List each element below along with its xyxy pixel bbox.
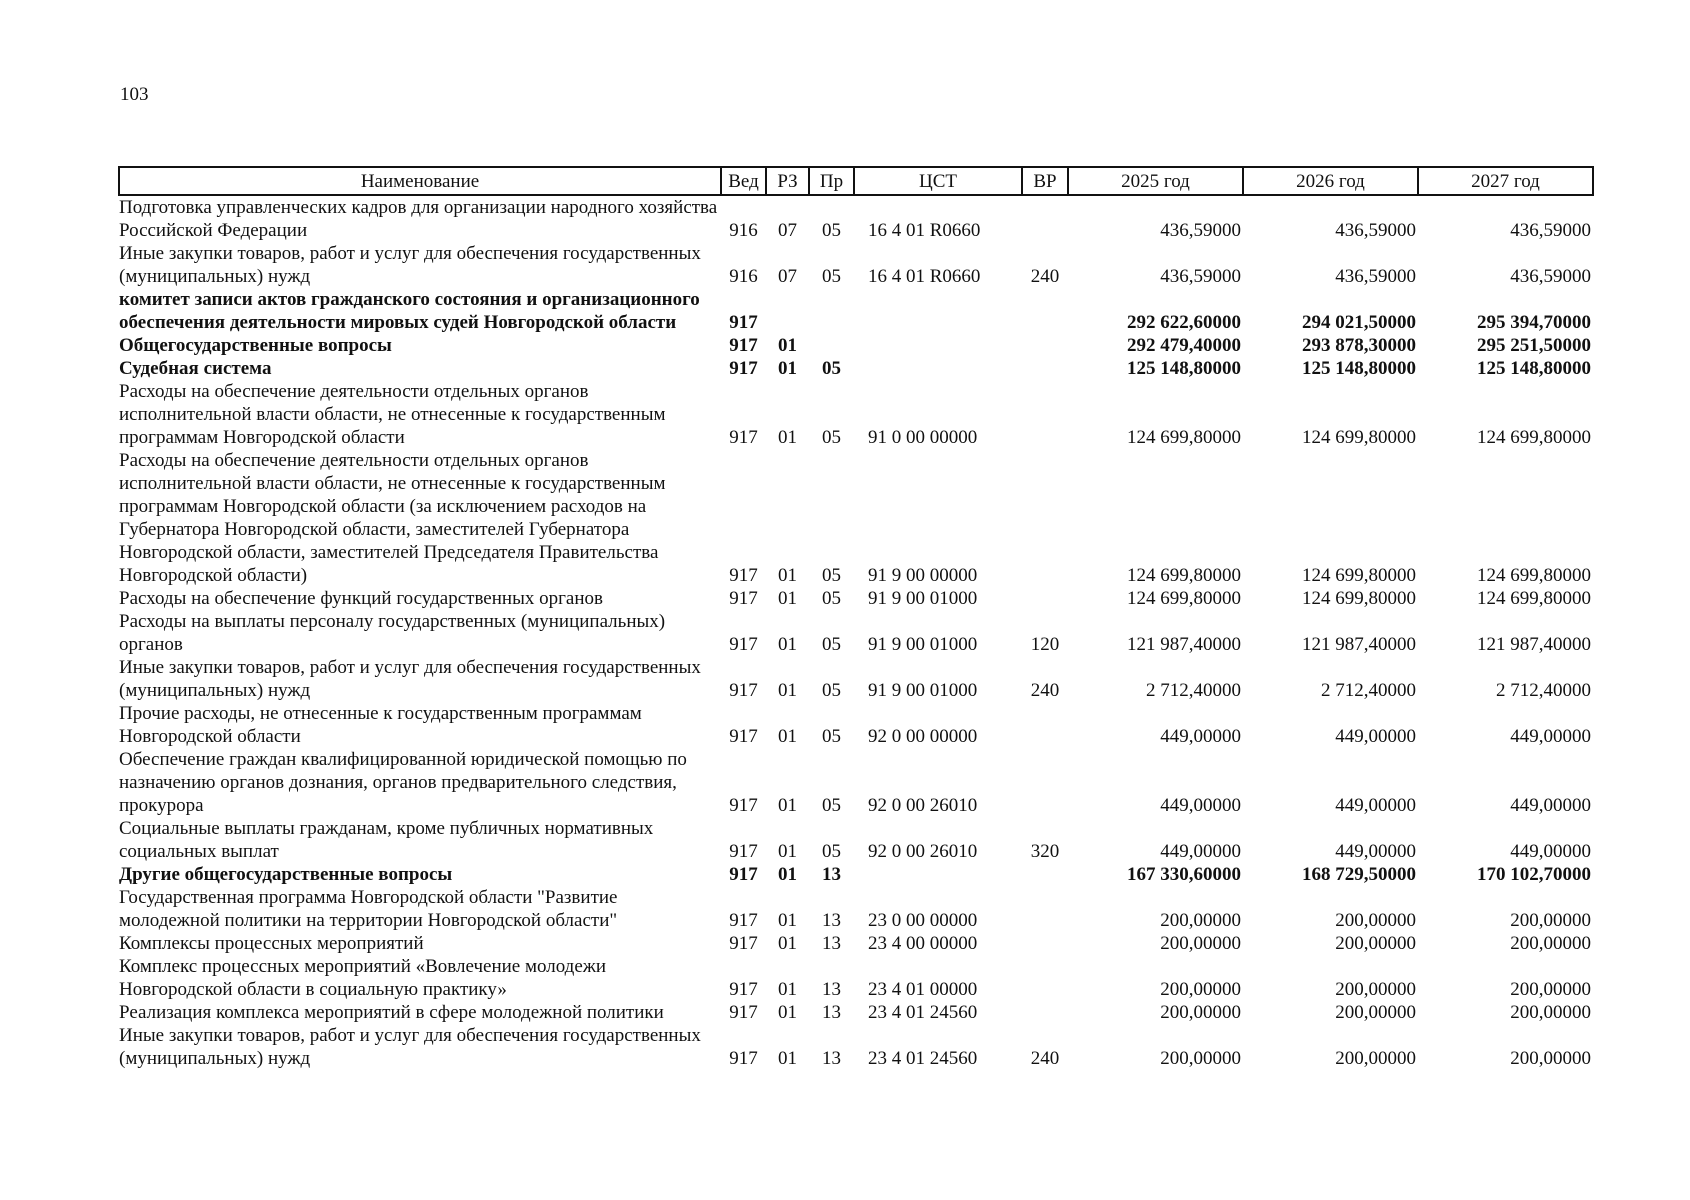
row-pr xyxy=(809,288,854,334)
row-pr: 05 xyxy=(822,358,841,379)
row-vr xyxy=(1022,932,1068,955)
row-ved: 917 xyxy=(729,1002,758,1023)
row-vr xyxy=(1022,195,1068,242)
row-cst xyxy=(854,863,1022,886)
row-ved: 917 xyxy=(729,726,758,747)
row-vr xyxy=(1022,334,1068,357)
row-2027: 449,00000 xyxy=(1510,841,1591,862)
row-2027: 449,00000 xyxy=(1510,726,1591,747)
header-2025: 2025 год xyxy=(1068,167,1243,195)
row-ved: 916 xyxy=(729,266,758,287)
row-ved: 917 xyxy=(729,680,758,701)
table-row xyxy=(119,334,1593,357)
row-cst: 91 9 00 01000 xyxy=(868,634,978,655)
row-ved: 917 xyxy=(729,427,758,448)
row-vr xyxy=(1022,702,1068,748)
row-name: Расходы на обеспечение деятельности отдельных органов исполнительной власти области, не отнесенные к государственным программам Новгородской области xyxy=(119,381,666,448)
row-2026: 449,00000 xyxy=(1335,795,1416,816)
row-2026: 293 878,30000 xyxy=(1302,335,1416,356)
row-rz: 01 xyxy=(778,979,797,1000)
row-2027: 121 987,40000 xyxy=(1477,634,1591,655)
row-rz: 01 xyxy=(778,1002,797,1023)
row-2026: 200,00000 xyxy=(1335,933,1416,954)
row-pr: 05 xyxy=(822,841,841,862)
table-row xyxy=(119,863,1593,886)
row-2025: 436,59000 xyxy=(1160,266,1241,287)
table-row xyxy=(119,932,1593,955)
table-row xyxy=(119,449,1593,587)
row-ved: 917 xyxy=(729,864,758,885)
table-row xyxy=(119,195,1593,242)
row-rz: 01 xyxy=(778,910,797,931)
row-2026: 294 021,50000 xyxy=(1302,312,1416,333)
row-2025: 449,00000 xyxy=(1160,841,1241,862)
row-name: Иные закупки товаров, работ и услуг для обеспечения государственных (муниципальных) нужд xyxy=(119,657,701,701)
row-2027: 295 394,70000 xyxy=(1477,312,1591,333)
row-name: Подготовка управленческих кадров для организации народного хозяйства Российской Федерации xyxy=(119,197,718,241)
row-name: Расходы на обеспечение деятельности отдельных органов исполнительной власти области, не отнесенные к государственным программам Новгородской области (за исключением расходов на Губернатора Новгородской области, заместителей Губернатора Новгородской области, заместителей Председателя Правительства Новгородской области) xyxy=(119,450,666,586)
row-pr xyxy=(809,334,854,357)
row-2025: 200,00000 xyxy=(1160,933,1241,954)
row-name: Расходы на обеспечение функций государственных органов xyxy=(119,588,603,609)
row-vr xyxy=(1022,1001,1068,1024)
row-pr: 05 xyxy=(822,588,841,609)
row-2025: 125 148,80000 xyxy=(1127,358,1241,379)
table-row xyxy=(119,748,1593,817)
row-rz: 01 xyxy=(778,358,797,379)
row-2027: 436,59000 xyxy=(1510,266,1591,287)
row-2026: 125 148,80000 xyxy=(1302,358,1416,379)
row-rz: 07 xyxy=(778,266,797,287)
row-2026: 124 699,80000 xyxy=(1302,427,1416,448)
table-row xyxy=(119,242,1593,288)
row-2026: 124 699,80000 xyxy=(1302,588,1416,609)
row-2025: 200,00000 xyxy=(1160,1002,1241,1023)
row-cst: 23 4 01 00000 xyxy=(868,979,978,1000)
row-cst xyxy=(854,357,1022,380)
row-cst: 91 0 00 00000 xyxy=(868,427,978,448)
row-vr xyxy=(1022,587,1068,610)
header-name: Наименование xyxy=(119,167,721,195)
row-name: Расходы на выплаты персоналу государственных (муниципальных) органов xyxy=(119,611,666,655)
row-vr xyxy=(1022,955,1068,1001)
table-row xyxy=(119,610,1593,656)
row-vr xyxy=(1022,748,1068,817)
row-2027: 295 251,50000 xyxy=(1477,335,1591,356)
row-2026: 449,00000 xyxy=(1335,841,1416,862)
row-vr: 240 xyxy=(1030,1048,1060,1069)
row-name: Комплекс процессных мероприятий «Вовлечение молодежи Новгородской области в социальную практику» xyxy=(119,956,607,1000)
row-2027: 449,00000 xyxy=(1510,795,1591,816)
row-rz: 07 xyxy=(778,220,797,241)
row-cst xyxy=(854,334,1022,357)
row-pr: 05 xyxy=(822,266,841,287)
row-pr: 05 xyxy=(822,427,841,448)
row-cst: 92 0 00 26010 xyxy=(868,841,978,862)
table-row xyxy=(119,380,1593,449)
row-2026: 168 729,50000 xyxy=(1302,864,1416,885)
row-name: Комплексы процессных мероприятий xyxy=(119,933,424,954)
row-2026: 200,00000 xyxy=(1335,979,1416,1000)
row-2027: 200,00000 xyxy=(1510,1048,1591,1069)
row-2025: 124 699,80000 xyxy=(1127,588,1241,609)
row-vr: 320 xyxy=(1030,841,1060,862)
row-2026: 436,59000 xyxy=(1335,220,1416,241)
table-row xyxy=(119,886,1593,932)
row-vr xyxy=(1022,288,1068,334)
row-2025: 200,00000 xyxy=(1160,1048,1241,1069)
row-name: Реализация комплекса мероприятий в сфере молодежной политики xyxy=(119,1002,664,1023)
header-pr: Пр xyxy=(809,167,854,195)
row-2025: 124 699,80000 xyxy=(1127,565,1241,586)
row-pr: 13 xyxy=(822,910,841,931)
row-vr xyxy=(1022,886,1068,932)
table-header-row xyxy=(119,167,1593,195)
row-rz: 01 xyxy=(778,565,797,586)
row-cst: 91 9 00 01000 xyxy=(868,680,978,701)
row-2027: 125 148,80000 xyxy=(1477,358,1591,379)
row-cst: 23 4 01 24560 xyxy=(868,1048,978,1069)
row-2026: 121 987,40000 xyxy=(1302,634,1416,655)
row-rz: 01 xyxy=(778,841,797,862)
row-ved: 917 xyxy=(729,795,758,816)
row-pr: 13 xyxy=(822,1048,841,1069)
row-pr: 13 xyxy=(822,933,841,954)
row-rz: 01 xyxy=(778,726,797,747)
header-vr: ВР xyxy=(1022,167,1068,195)
row-2027: 2 712,40000 xyxy=(1496,680,1591,701)
row-2025: 124 699,80000 xyxy=(1127,427,1241,448)
row-pr: 05 xyxy=(822,220,841,241)
row-2025: 449,00000 xyxy=(1160,726,1241,747)
table-body xyxy=(119,195,1593,1070)
row-2026: 200,00000 xyxy=(1335,910,1416,931)
row-name: Прочие расходы, не отнесенные к государственным программам Новгородской области xyxy=(119,703,642,747)
row-cst: 16 4 01 R0660 xyxy=(868,220,981,241)
row-2025: 167 330,60000 xyxy=(1127,864,1241,885)
row-rz: 01 xyxy=(778,864,797,885)
row-name: Иные закупки товаров, работ и услуг для обеспечения государственных (муниципальных) нужд xyxy=(119,1025,701,1069)
row-2027: 170 102,70000 xyxy=(1477,864,1591,885)
row-2025: 449,00000 xyxy=(1160,795,1241,816)
row-ved: 917 xyxy=(729,979,758,1000)
row-ved: 917 xyxy=(729,358,758,379)
row-cst: 92 0 00 00000 xyxy=(868,726,978,747)
row-rz: 01 xyxy=(778,634,797,655)
page-number: 103 xyxy=(120,84,149,105)
row-rz: 01 xyxy=(778,335,797,356)
table-row xyxy=(119,656,1593,702)
row-2027: 436,59000 xyxy=(1510,220,1591,241)
row-2025: 121 987,40000 xyxy=(1127,634,1241,655)
row-cst: 91 9 00 00000 xyxy=(868,565,978,586)
row-pr: 13 xyxy=(822,979,841,1000)
row-cst: 23 4 00 00000 xyxy=(868,933,978,954)
row-rz: 01 xyxy=(778,795,797,816)
row-2027: 200,00000 xyxy=(1510,933,1591,954)
row-2026: 124 699,80000 xyxy=(1302,565,1416,586)
row-2027: 200,00000 xyxy=(1510,910,1591,931)
header-cst: ЦСТ xyxy=(854,167,1022,195)
row-vr: 240 xyxy=(1030,680,1060,701)
row-2027: 124 699,80000 xyxy=(1477,565,1591,586)
row-rz: 01 xyxy=(778,427,797,448)
row-pr: 05 xyxy=(822,565,841,586)
row-2025: 200,00000 xyxy=(1160,979,1241,1000)
row-2027: 124 699,80000 xyxy=(1477,588,1591,609)
row-pr: 05 xyxy=(822,795,841,816)
row-cst: 92 0 00 26010 xyxy=(868,795,978,816)
row-rz: 01 xyxy=(778,588,797,609)
header-rz: РЗ xyxy=(766,167,809,195)
row-vr xyxy=(1022,357,1068,380)
row-ved: 917 xyxy=(729,910,758,931)
header-2027: 2027 год xyxy=(1418,167,1593,195)
row-ved: 917 xyxy=(729,335,758,356)
row-2026: 449,00000 xyxy=(1335,726,1416,747)
row-2025: 2 712,40000 xyxy=(1146,680,1241,701)
row-name: комитет записи актов гражданского состояния и организационного обеспечения деятельности мировых судей Новгородской области xyxy=(119,289,700,333)
budget-table xyxy=(118,166,1594,1070)
row-rz xyxy=(766,288,809,334)
table-row xyxy=(119,1001,1593,1024)
row-name: Иные закупки товаров, работ и услуг для обеспечения государственных (муниципальных) нужд xyxy=(119,243,701,287)
row-name: Социальные выплаты гражданам, кроме публичных нормативных социальных выплат xyxy=(119,818,654,862)
row-pr: 13 xyxy=(822,1002,841,1023)
row-2027: 200,00000 xyxy=(1510,979,1591,1000)
row-name: Государственная программа Новгородской области "Развитие молодежной политики на территории Новгородской области" xyxy=(119,887,618,931)
table-row xyxy=(119,817,1593,863)
row-2025: 436,59000 xyxy=(1160,220,1241,241)
row-2025: 292 479,40000 xyxy=(1127,335,1241,356)
row-ved: 917 xyxy=(729,565,758,586)
row-vr xyxy=(1022,863,1068,886)
row-ved: 917 xyxy=(729,933,758,954)
row-2026: 2 712,40000 xyxy=(1321,680,1416,701)
row-2025: 292 622,60000 xyxy=(1127,312,1241,333)
row-name: Другие общегосударственные вопросы xyxy=(119,864,453,885)
table-row xyxy=(119,1024,1593,1070)
row-2026: 200,00000 xyxy=(1335,1002,1416,1023)
row-cst: 23 0 00 00000 xyxy=(868,910,978,931)
row-pr: 05 xyxy=(822,726,841,747)
row-cst xyxy=(854,288,1022,334)
row-name: Общегосударственные вопросы xyxy=(119,335,392,356)
row-pr: 05 xyxy=(822,634,841,655)
row-2026: 436,59000 xyxy=(1335,266,1416,287)
row-vr: 240 xyxy=(1030,266,1060,287)
row-name: Судебная система xyxy=(119,358,272,379)
table-row xyxy=(119,587,1593,610)
row-ved: 917 xyxy=(729,1048,758,1069)
row-2027: 200,00000 xyxy=(1510,1002,1591,1023)
row-2026: 200,00000 xyxy=(1335,1048,1416,1069)
row-rz: 01 xyxy=(778,680,797,701)
row-ved: 917 xyxy=(729,588,758,609)
row-pr: 13 xyxy=(822,864,841,885)
row-rz: 01 xyxy=(778,933,797,954)
row-cst: 23 4 01 24560 xyxy=(868,1002,978,1023)
row-rz: 01 xyxy=(778,1048,797,1069)
row-vr xyxy=(1022,449,1068,587)
row-2025: 200,00000 xyxy=(1160,910,1241,931)
row-cst: 91 9 00 01000 xyxy=(868,588,978,609)
row-vr xyxy=(1022,380,1068,449)
table-row xyxy=(119,288,1593,334)
table-row xyxy=(119,702,1593,748)
row-ved: 917 xyxy=(729,312,758,333)
header-ved: Вед xyxy=(721,167,766,195)
row-ved: 917 xyxy=(729,634,758,655)
row-name: Обеспечение граждан квалифицированной юридической помощью по назначению органов дознания, органов предварительного следствия, прокурора xyxy=(119,749,687,816)
row-ved: 916 xyxy=(729,220,758,241)
row-2027: 124 699,80000 xyxy=(1477,427,1591,448)
table-row xyxy=(119,357,1593,380)
row-pr: 05 xyxy=(822,680,841,701)
header-2026: 2026 год xyxy=(1243,167,1418,195)
row-cst: 16 4 01 R0660 xyxy=(868,266,981,287)
row-ved: 917 xyxy=(729,841,758,862)
table-row xyxy=(119,955,1593,1001)
row-vr: 120 xyxy=(1030,634,1060,655)
